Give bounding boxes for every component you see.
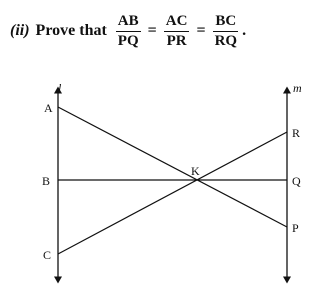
fraction-denominator: RQ — [214, 32, 238, 49]
fraction-numerator: AC — [164, 13, 190, 32]
segment-cr — [58, 132, 287, 254]
equals-sign: = — [147, 22, 157, 39]
period: . — [242, 22, 247, 39]
point-label-b: B — [42, 174, 51, 188]
point-label-k: K — [191, 164, 200, 178]
point-label-a: A — [44, 101, 53, 115]
point-label-c: C — [43, 248, 52, 262]
segment-ap — [58, 107, 287, 227]
label-line-l: l — [58, 81, 62, 95]
question-number: (ii) — [10, 22, 30, 39]
fraction-denominator: PQ — [117, 32, 139, 49]
fraction-numerator: AB — [116, 13, 141, 32]
question-text: Prove that — [35, 22, 107, 39]
point-label-p: P — [292, 221, 299, 235]
point-label-r: R — [292, 126, 301, 140]
equals-sign: = — [196, 22, 206, 39]
fraction-numerator: BC — [213, 13, 238, 32]
fraction-denominator: PR — [166, 32, 187, 49]
point-label-q: Q — [292, 174, 301, 188]
label-line-m: m — [293, 81, 302, 95]
